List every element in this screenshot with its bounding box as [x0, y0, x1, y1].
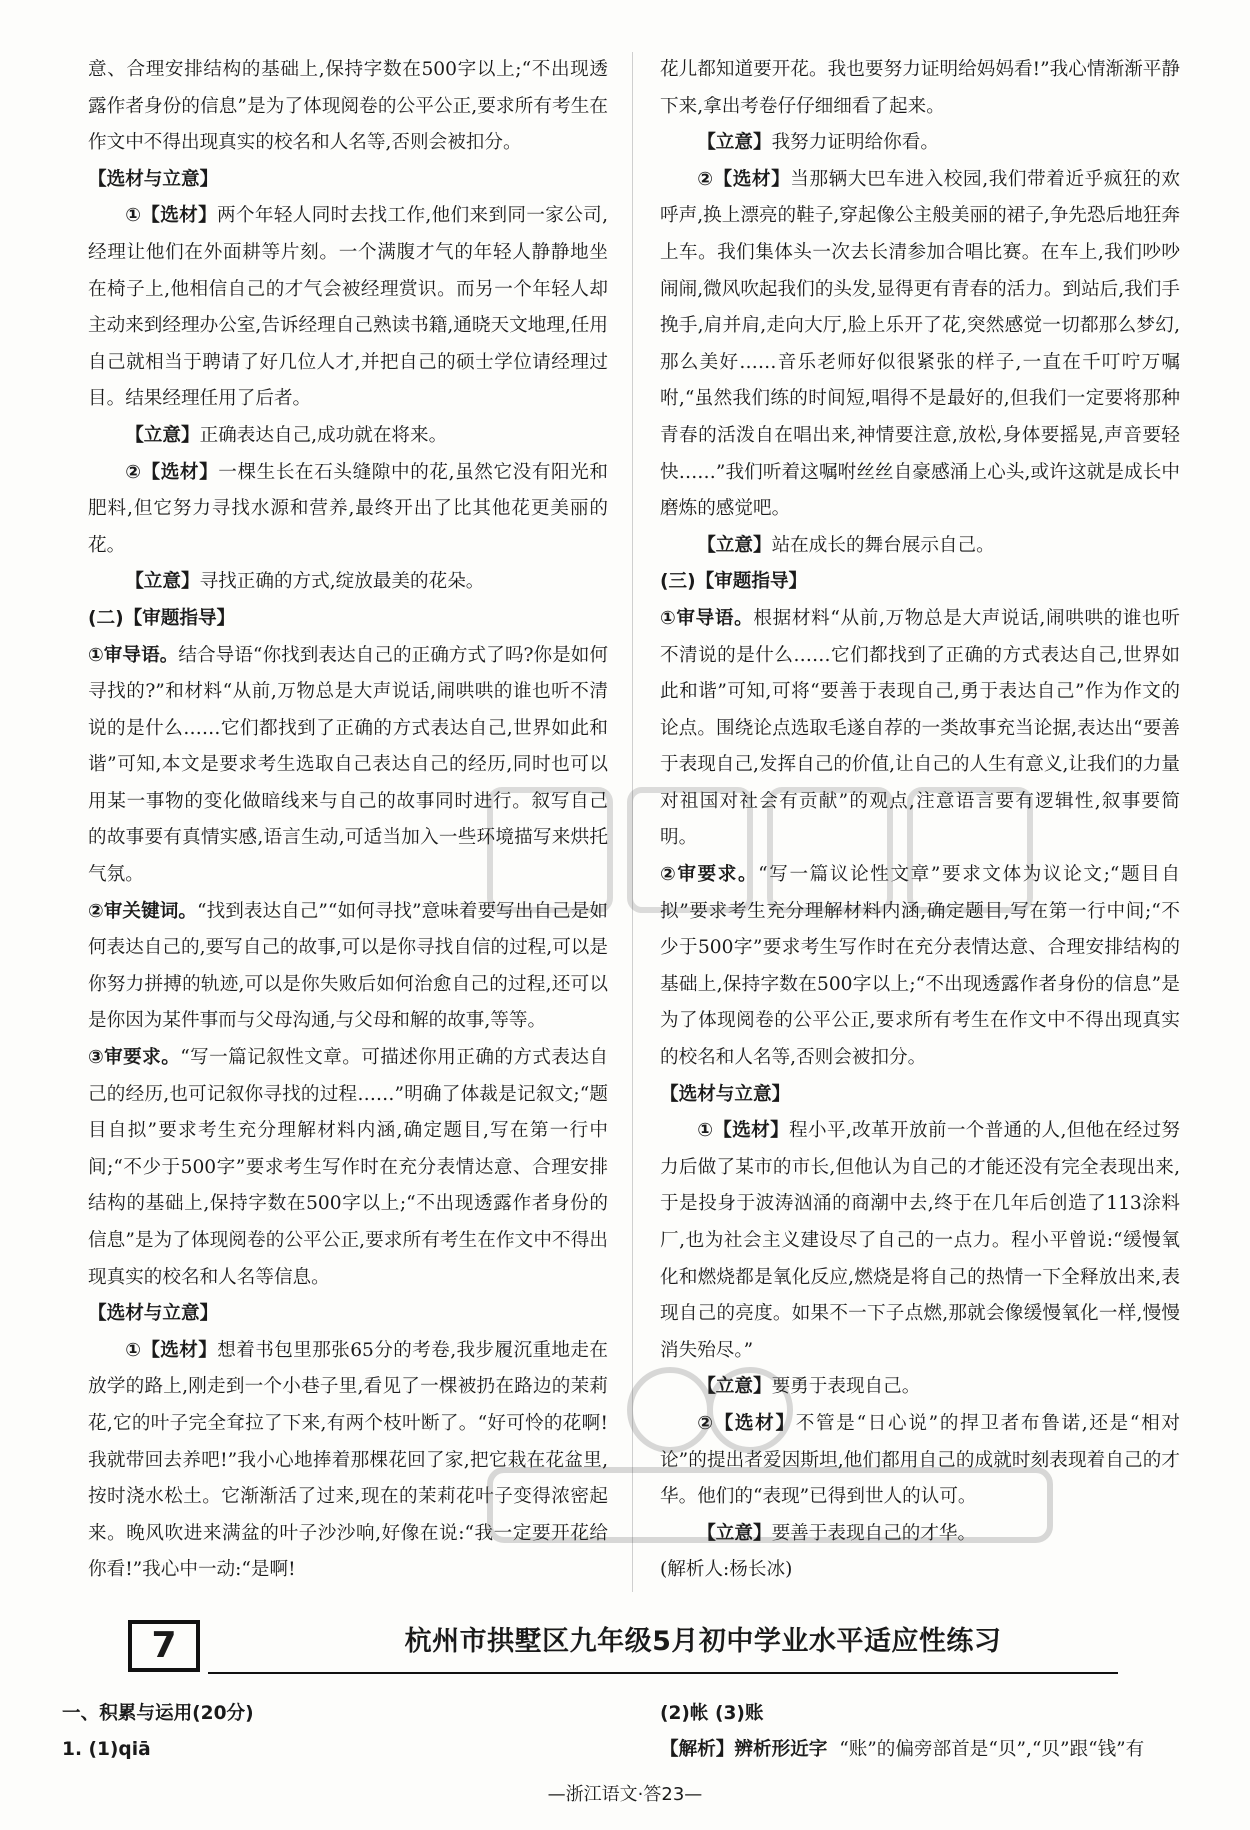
section-banner	[128, 1620, 1118, 1676]
body-paragraph	[88, 198, 608, 418]
page-footer: —浙江语文·答23—	[547, 1784, 703, 1805]
paragraph-text: 正确表达自己,成功就在将来。	[199, 424, 448, 446]
question-1-answer-cont: (2)帐 (3)账	[660, 1703, 764, 1724]
paragraph-tag: 【立意】	[125, 571, 200, 593]
body-paragraph	[660, 162, 1180, 528]
body-paragraph	[88, 564, 608, 601]
paragraph-text: “写一篇记叙性文章。可描述你用正确的方式表达自己的经历,也可记叙你寻找的过程……”明确了体裁是记叙文;“题目自拟”要求考生充分理解材料内涵,确定题目,写在第一行中间;“不少于500字”要求考生写作时在充分表情达意、合理安排结构的基础上,保持字数在500字以上;“不出现透露作者身份的信息”是为了体现阅卷的公平公正,要求所有考生在作文中不得出现真实的校名和人名等信息。	[88, 1047, 608, 1288]
column-divider	[632, 52, 633, 1592]
paragraph-tag: ①审导语。	[660, 607, 754, 629]
section-title: 杭州市拱墅区九年级5月初中学业水平适应性练习	[404, 1626, 1002, 1657]
section-heading: 一、积累与运用(20分)	[62, 1703, 254, 1724]
paragraph-tag: ③审要求。	[88, 1047, 181, 1069]
paragraph-tag: ②【选材】	[697, 168, 791, 190]
paragraph-text: 想着书包里那张65分的考卷,我步履沉重地走在放学的路上,刚走到一个小巷子里,看见了一棵被扔在路边的茉莉花,它的叶子完全耷拉了下来,有两个枝叶断了。“好可怜的花啊!我就带回去养吧!”我小心地捧着那棵花回了家,把它栽在花盆里,按时浇水松土。它渐渐活了过来,现在的茉莉花叶子变得浓密起来。晚风吹进来满盆的叶子沙沙响,好像在说:“我一定要开花给你看!”我心中一动:“是啊!	[88, 1339, 608, 1581]
paragraph-tag: ②【选材】	[125, 461, 219, 483]
paragraph-text: 两个年轻人同时去找工作,他们来到同一家公司,经理让他们在外面耕等片刻。一个满腹才气的年轻人静静地坐在椅子上,他相信自己的才气会被经理赏识。而另一个年轻人却主动来到经理办公室,告诉经理自己熟读书籍,通晓天文地理,任用自己就相当于聘请了好几位人才,并把自己的硕士学位请经理过目。结果经理任用了后者。	[88, 205, 609, 410]
right-column	[660, 52, 1180, 1589]
bottom-left-block	[62, 1696, 622, 1768]
analyst-credit: (解析人:杨长冰)	[660, 1559, 793, 1581]
paragraph-text: 花儿都知道要开花。我也要努力证明给妈妈看!”我心情渐渐平静下来,拿出考卷仔仔细细看了起来。	[660, 59, 1180, 117]
section-heading: 【选材与立意】	[88, 168, 219, 190]
left-column	[88, 52, 608, 1589]
paragraph-tag: ①审导语。	[88, 644, 179, 666]
paragraph-text: 当那辆大巴车进入校园,我们带着近乎疯狂的欢呼声,换上漂亮的鞋子,穿起像公主般美丽的裙子,争先恐后地狂奔上车。我们集体头一次去长清参加合唱比赛。在车上,我们吵吵闹闹,微风吹起我们的头发,显得更有青春的活力。到站后,我们手挽手,肩并肩,走向大厅,脸上乐开了花,突然感觉一切都那么梦幻,那么美好……音乐老师好似很紧张的样子,一直在千叮咛万嘱咐,“虽然我们练的时间短,唱得不是最好的,但我们一定要将那种青春的活泼自在唱出来,神情要注意,放松,身体要摇晃,声音要轻快……”我们听着这嘱咐丝丝自豪感涌上心头,或许这就是成长中磨炼的感觉吧。	[660, 168, 1180, 520]
paragraph-text: 要勇于表现自己。	[771, 1376, 921, 1398]
paragraph-tag: 【立意】	[697, 534, 772, 556]
body-paragraph	[88, 1333, 608, 1589]
paragraph-text: 意、合理安排结构的基础上,保持字数在500字以上;“不出现透露作者身份的信息”是为了体现阅卷的公平公正,要求所有考生在作文中不得出现真实的校名和人名等,否则会被扣分。	[88, 59, 608, 154]
paragraph-text: 要善于表现自己的才华。	[771, 1522, 977, 1544]
banner-underline	[208, 1672, 1118, 1674]
paragraph-text: “找到表达自己”“如何寻找”意味着要写出自己是如何表达自己的,要写自己的故事,可以是你寻找自信的过程,可以是你努力拼搏的轨迹,可以是你失败后如何治愈自己的过程,还可以是你因为某件事而与父母沟通,与父母和解的故事,等等。	[88, 900, 608, 1032]
body-paragraph	[660, 1406, 1180, 1516]
body-paragraph	[660, 1516, 1180, 1553]
question-1-answer: 1. (1)qiā	[62, 1739, 151, 1760]
section-number: 7	[128, 1620, 200, 1672]
paragraph-text: 不管是“日心说”的捍卫者布鲁诺,还是“相对论”的提出者爱因斯坦,他们都用自己的成就时刻表现着自己的才华。他们的“表现”已得到世人的认可。	[660, 1412, 1180, 1508]
body-paragraph	[660, 1113, 1180, 1369]
body-paragraph	[660, 52, 1180, 125]
paragraph-text: “写一篇议论性文章”要求文体为议论文;“题目自拟”要求考生充分理解材料内涵,确定题目,写在第一行中间;“不少于500字”要求考生写作时在充分表情达意、合理安排结构的基础上,保持字数在500字以上;“不出现透露作者身份的信息”是为了体现阅卷的公平公正,要求所有考生在作文中不得出现真实的校名和人名等,否则会被扣分。	[660, 864, 1180, 1069]
body-paragraph	[660, 601, 1180, 857]
analysis-text: “账”的偏旁部首是“贝”,“贝”跟“钱”有	[839, 1739, 1145, 1760]
paragraph-text: 站在成长的舞台展示自己。	[771, 534, 995, 556]
section-heading: (三)【审题指导】	[660, 571, 808, 593]
analysis-tag: 【解析】辨析形近字	[660, 1739, 828, 1760]
body-paragraph	[88, 455, 608, 565]
body-paragraph	[660, 125, 1180, 162]
paragraph-tag: ②【选材】	[697, 1412, 796, 1434]
paragraph-tag: ②审要求。	[660, 864, 759, 886]
body-paragraph	[660, 1369, 1180, 1406]
paragraph-tag: ②审关键词。	[88, 900, 198, 922]
paragraph-text: 结合导语“你找到表达自己的正确方式了吗?你是如何寻找的?”和材料“从前,万物总是大声说话,闹哄哄的谁也听不清说的是什么……它们都找到了正确的方式表达自己,世界如此和谐”可知,本文是要求考生选取自己表达自己的经历,同时也可以用某一事物的变化做暗线来与自己的故事同时进行。叙写自己的故事要有真情实感,语言生动,可适当加入一些环境描写来烘托气氛。	[88, 644, 608, 886]
section-heading: 【选材与立意】	[88, 1303, 219, 1325]
paragraph-tag: 【立意】	[697, 132, 772, 154]
paragraph-text: 程小平,改革开放前一个普通的人,但他在经过努力后做了某市的市长,但他认为自己的才能还没有完全表现出来,于是投身于波涛汹涌的商潮中去,终于在几年后创造了113涂料厂,也为社会主义建设尽了自己的一点力。程小平曾说:“缓慢氧化和燃烧都是氧化反应,燃烧是将自己的热情一下全释放出来,表现自己的亮度。如果不一下子点燃,那就会像缓慢氧化一样,慢慢消失殆尽。”	[660, 1120, 1181, 1361]
body-paragraph	[88, 894, 608, 1040]
body-paragraph	[88, 638, 608, 894]
paragraph-tag: ①【选材】	[125, 205, 218, 227]
paragraph-text: 一棵生长在石头缝隙中的花,虽然它没有阳光和肥料,但它努力寻找水源和营养,最终开出了比其他花更美丽的花。	[88, 461, 608, 556]
paragraph-text: 根据材料“从前,万物总是大声说话,闹哄哄的谁也听不清说的是什么……它们都找到了正确的方式表达自己,世界如此和谐”可知,可将“要善于表现自己,勇于表达自己”作为作文的论点。围绕论点选取毛遂自荐的一类故事充当论据,表达出“要善于表现自己,发挥自己的价值,让自己的人生有意义,让我们的力量对祖国对社会有贡献”的观点,注意语言要有逻辑性,叙事要简明。	[660, 607, 1181, 849]
paragraph-tag: 【立意】	[125, 424, 200, 446]
paragraph-tag: 【立意】	[697, 1522, 772, 1544]
bottom-right-block	[660, 1696, 1180, 1768]
body-paragraph	[88, 52, 608, 162]
body-paragraph	[88, 1040, 608, 1296]
body-paragraph	[88, 418, 608, 455]
analysis-paragraph	[660, 1732, 1180, 1768]
paragraph-text: 寻找正确的方式,绽放最美的花朵。	[199, 571, 485, 593]
body-paragraph	[660, 857, 1180, 1077]
paragraph-tag: 【立意】	[697, 1376, 772, 1398]
body-paragraph	[660, 528, 1180, 565]
section-heading: (二)【审题指导】	[88, 607, 236, 629]
paragraph-tag: ①【选材】	[125, 1339, 218, 1361]
paragraph-tag: ①【选材】	[697, 1120, 790, 1142]
section-heading: 【选材与立意】	[660, 1083, 791, 1105]
paragraph-text: 我努力证明给你看。	[771, 132, 939, 154]
